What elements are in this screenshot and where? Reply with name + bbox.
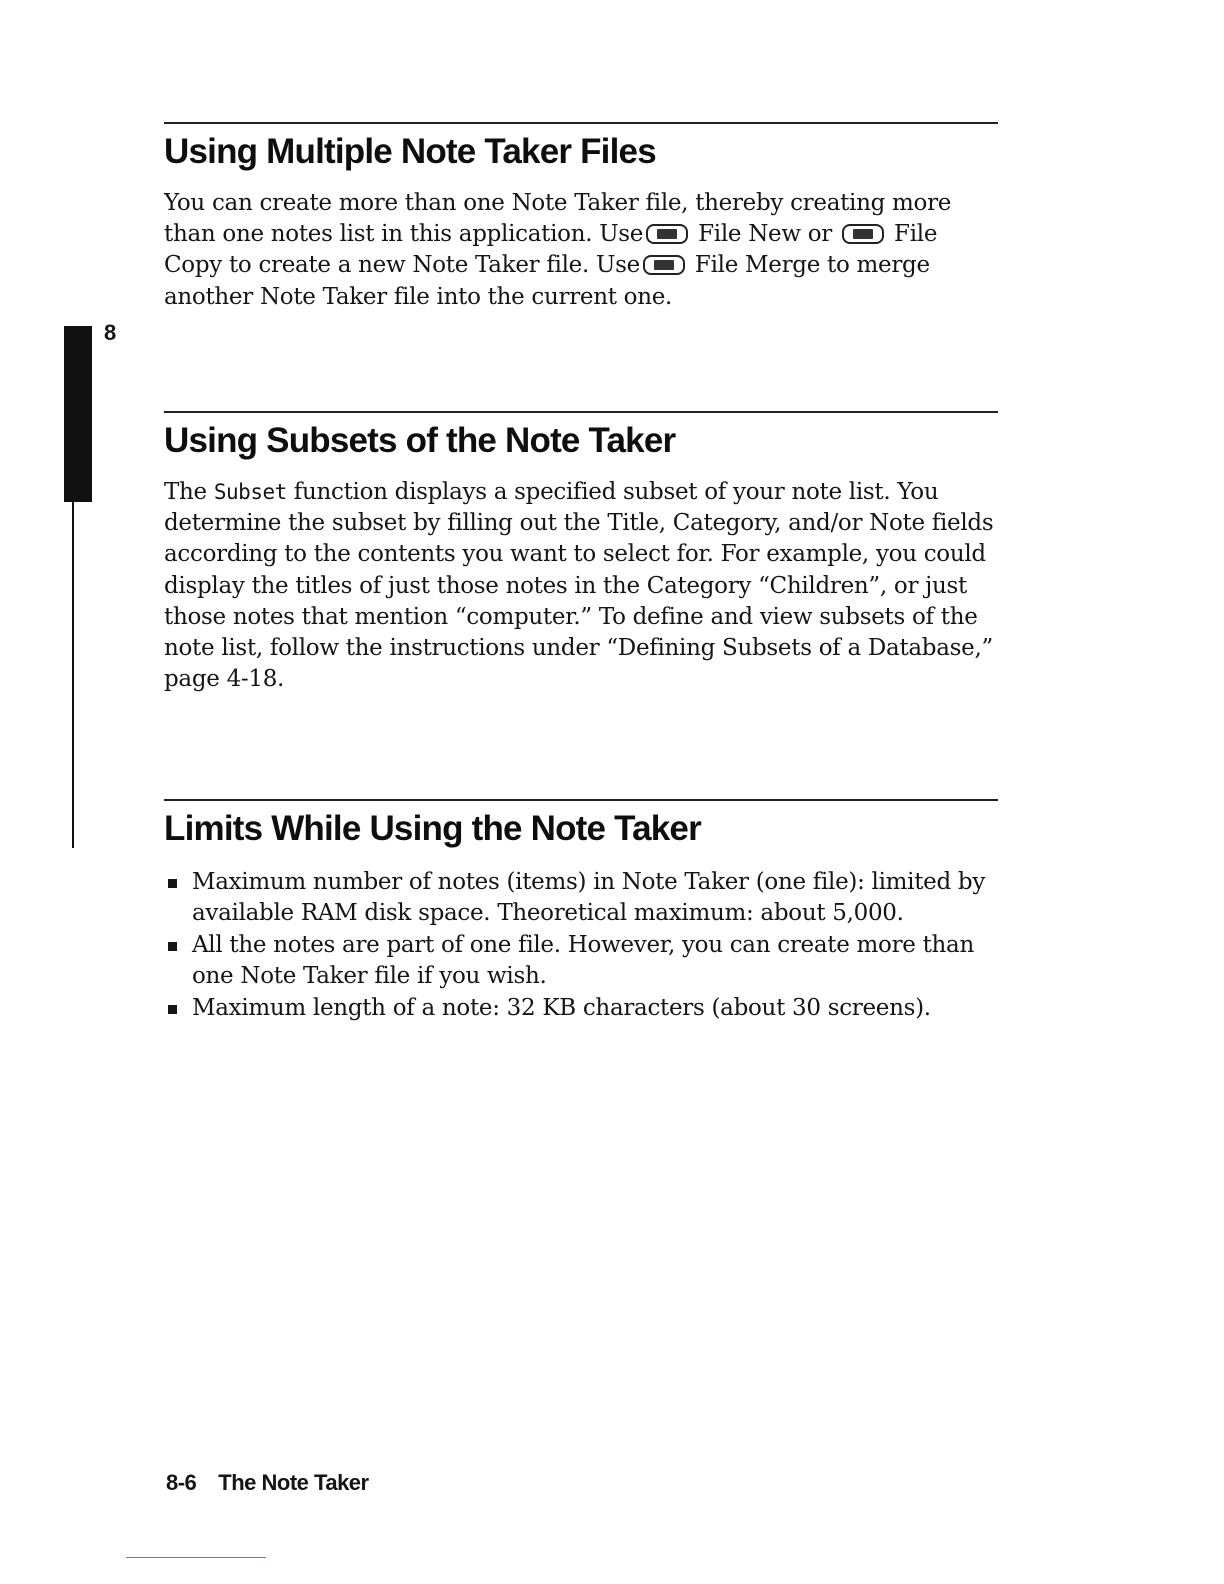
section-rule: [164, 122, 998, 124]
list-item: [164, 867, 998, 930]
chapter-tab-number: 8: [104, 320, 117, 345]
section-multiple-files: [164, 122, 998, 322]
menu-key-icon: [646, 224, 688, 244]
paragraph-text: The: [164, 479, 214, 505]
bullet-icon: [168, 942, 177, 951]
paragraph-text: function displays a specified subset of your note list. You determine the subset by filling out the Title, Category, and/or Note fields according to the contents you want to select for. For example, you could display the titles of just those notes in the Category “Children”, or just those notes that mention “computer.” To define and view subsets of the note list, follow the instructions under “Defining Subsets of a Database,” page 4-18.: [164, 479, 994, 693]
section-heading: Limits While Using the Note Taker: [164, 809, 701, 848]
list-item-text: All the notes are part of one file. However, you can create more than one Note Taker file if you wish.: [192, 931, 974, 990]
limits-list: [164, 867, 998, 1024]
list-item: [164, 993, 998, 1024]
paragraph-text: You can create more than one Note Taker file, thereby creating more than one notes list in this application. Use: [164, 190, 952, 248]
page-footer: [166, 1470, 369, 1496]
menu-key-icon: [643, 255, 685, 275]
paragraph-text: File Copy to create a new Note Taker file. Use: [164, 221, 938, 279]
paragraph-text: File New or: [691, 221, 840, 248]
menu-key-icon: [842, 224, 884, 244]
chapter-tab-bar: [64, 326, 92, 502]
section-heading: Using Subsets of the Note Taker: [164, 421, 676, 460]
bullet-icon: [168, 879, 177, 888]
section-rule: [164, 411, 998, 413]
section-heading: Using Multiple Note Taker Files: [164, 132, 656, 171]
bullet-icon: [168, 1005, 177, 1014]
list-item-text: Maximum number of notes (items) in Note Taker (one file): limited by available RAM disk space. Theoretical maximum: about 5,000.: [192, 869, 986, 927]
section-subsets: [164, 411, 998, 711]
list-item-text: Maximum length of a note: 32 KB characters (about 30 screens).: [192, 994, 931, 1021]
section-limits: [164, 799, 998, 1049]
chapter-tab-line: [72, 500, 74, 848]
section-paragraph: [164, 477, 998, 695]
section-paragraph: [164, 188, 998, 313]
section-rule: [164, 799, 998, 801]
paragraph-text: File Merge to merge another Note Taker file into the current one.: [164, 252, 930, 310]
footer-page-number: 8-6: [166, 1470, 197, 1495]
scan-edge-line: [126, 1557, 266, 1558]
footer-chapter-title: The Note Taker: [218, 1470, 369, 1495]
list-item: [164, 930, 998, 993]
subset-function-name: Subset: [213, 480, 287, 504]
